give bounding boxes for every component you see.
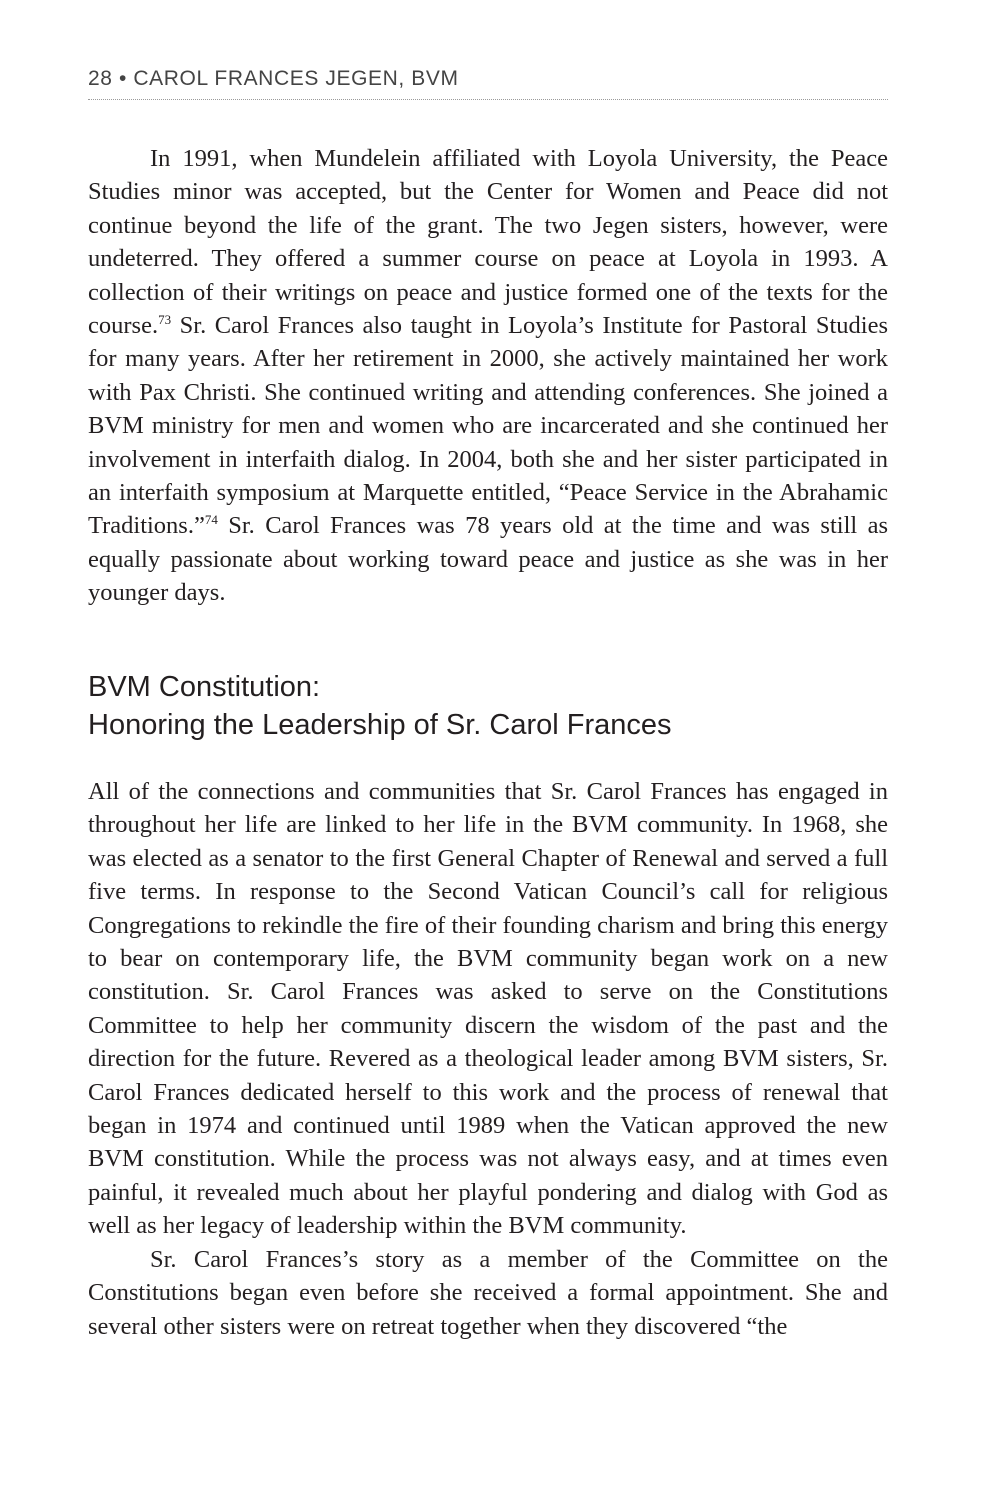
footnote-ref-73: 73 [158, 312, 172, 328]
body-text-section [88, 775, 888, 1343]
paragraph-3: Sr. Carol Frances’s story as a member of the Committee on the Constitutions began even before she received a formal appointment. She and several other sisters were on retreat together when they discovered “the [88, 1245, 888, 1340]
header-dotted-rule [88, 99, 888, 100]
paragraph-1-part-1: In 1991, when Mundelein affiliated with Loyola University, the Peace Studies minor was accepted, but the Center for Women and Peace did not continue beyond the life of the grant. The two Jegen sisters, however, were undeterred. They offered a summer course on peace at Loyola in 1993. A collection of their writings on peace and justice formed one of the texts for the course. [88, 145, 888, 340]
paragraph-1-part-2: Sr. Carol Frances also taught in Loyola’s Institute for Pastoral Studies for many years. After her retirement in 2000, she actively maintained her work with Pax Christi. She continued writing and attending conferences. She joined a BVM ministry for men and women who are incarcerated and she continued her involvement in interfaith dialog. In 2004, both she and her sister participated in an interfaith symposium at Marquette entitled, “Peace Service in the Abrahamic Traditions.” [88, 312, 888, 540]
section-heading-line-2: Honoring the Leadership of Sr. Carol Frances [88, 709, 672, 741]
footnote-ref-74: 74 [204, 512, 218, 528]
running-header: 28 • CAROL FRANCES JEGEN, BVM [88, 67, 459, 90]
body-text-top [88, 142, 888, 610]
paragraph-1 [88, 142, 888, 610]
section-heading-line-1: BVM Constitution: [88, 671, 321, 703]
paragraph-2: All of the connections and communities that Sr. Carol Frances has engaged in throughout her life are linked to her life in the BVM community. In 1968, she was elected as a senator to the first General Chapter of Renewal and served a full five terms. In response to the Second Vatican Council’s call for religious Congregations to rekindle the fire of their founding charism and bring this energy to bear on contemporary life, the BVM community began work on a new constitution. Sr. Carol Frances was asked to serve on the Constitutions Committee to help her community discern the wisdom of the past and the direction for the future. Revered as a theological leader among BVM sisters, Sr. Carol Frances dedicated herself to this work and the process of renewal that began in 1974 and continued until 1989 when the Vatican approved the new BVM constitution. While the process was not always easy, and at times even painful, it revealed much about her playful pondering and dialog with God as well as her legacy of leadership within the BVM community. [88, 778, 888, 1240]
paragraph-1-part-3: Sr. Carol Frances was 78 years old at the time and was still as equally passionate about working toward peace and justice as she was in her younger days. [88, 512, 888, 607]
section-heading [88, 668, 888, 744]
